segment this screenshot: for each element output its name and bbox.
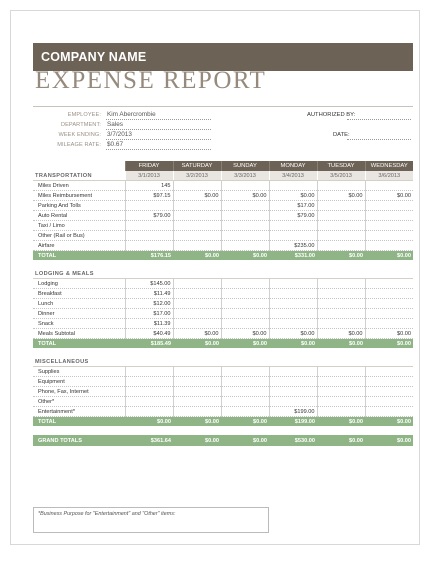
grand-total-cell: $0.00 — [173, 435, 221, 446]
expense-report-page — [10, 10, 420, 545]
total-cell: $0.00 — [173, 251, 221, 261]
expense-cell[interactable]: $235.00 — [269, 241, 317, 251]
expense-cell[interactable] — [365, 319, 413, 329]
expense-cell[interactable] — [317, 299, 365, 309]
date-cell — [269, 269, 317, 279]
expense-cell[interactable] — [365, 299, 413, 309]
expense-cell[interactable] — [365, 407, 413, 417]
expense-cell[interactable] — [221, 299, 269, 309]
row-label: Equipment — [33, 377, 125, 387]
table-row — [33, 407, 413, 417]
expense-cell[interactable] — [269, 231, 317, 241]
date-cell — [221, 357, 269, 367]
mileage-rate-label: MILEAGE RATE: — [57, 142, 101, 148]
expense-cell[interactable] — [173, 387, 221, 397]
department-label: DEPARTMENT: — [60, 122, 101, 128]
day-header-saturday: SATURDAY — [173, 161, 221, 171]
expense-cell[interactable] — [221, 387, 269, 397]
table-row — [33, 319, 413, 329]
expense-cell[interactable] — [317, 387, 365, 397]
expense-cell[interactable] — [269, 289, 317, 299]
expense-cell[interactable]: $40.49 — [125, 329, 173, 339]
date-cell: 3/3/2013 — [221, 171, 269, 181]
week-ending-value[interactable]: 3/7/2013 — [107, 131, 132, 138]
table-row — [33, 377, 413, 387]
transportation-total-row — [33, 251, 413, 261]
row-label: Auto Rental — [33, 211, 125, 221]
table-row — [33, 201, 413, 211]
expense-cell[interactable]: $79.00 — [125, 211, 173, 221]
section-spacer — [33, 260, 413, 269]
row-label: Other* — [33, 397, 125, 407]
expense-cell[interactable] — [173, 397, 221, 407]
row-label: Parking And Tolls — [33, 201, 125, 211]
expense-cell[interactable] — [221, 201, 269, 211]
total-cell: $0.00 — [173, 339, 221, 349]
authorized-by-line[interactable] — [347, 119, 411, 120]
day-header-row — [33, 161, 413, 171]
department-value[interactable]: Sales — [107, 121, 123, 128]
total-cell: $331.00 — [269, 251, 317, 261]
department-line — [106, 129, 211, 130]
total-cell: $0.00 — [365, 339, 413, 349]
spacer-cell — [33, 348, 413, 357]
header-blank — [33, 161, 125, 171]
expense-cell[interactable] — [173, 289, 221, 299]
expense-cell[interactable] — [125, 221, 173, 231]
transportation-title: TRANSPORTATION — [33, 171, 125, 181]
expense-cell[interactable] — [173, 211, 221, 221]
expense-cell[interactable]: $0.00 — [317, 329, 365, 339]
date-cell: 3/1/2013 — [125, 171, 173, 181]
expense-cell[interactable] — [317, 211, 365, 221]
total-cell: $185.49 — [125, 339, 173, 349]
grand-totals-row — [33, 435, 413, 446]
expense-cell[interactable] — [125, 387, 173, 397]
expense-cell[interactable] — [125, 377, 173, 387]
total-cell: $0.00 — [317, 339, 365, 349]
expense-cell[interactable] — [269, 181, 317, 191]
expense-cell[interactable] — [317, 231, 365, 241]
expense-cell[interactable]: $17.00 — [125, 309, 173, 319]
employee-value[interactable]: Kim Abercrombie — [107, 111, 156, 118]
expense-cell[interactable] — [317, 289, 365, 299]
date-cell — [173, 357, 221, 367]
date-cell: 3/4/2013 — [269, 171, 317, 181]
day-header-monday: MONDAY — [269, 161, 317, 171]
grand-totals-label: GRAND TOTALS — [33, 435, 125, 446]
expense-cell[interactable] — [365, 289, 413, 299]
expense-cell[interactable] — [317, 221, 365, 231]
expense-cell[interactable]: $0.00 — [173, 191, 221, 201]
expense-cell[interactable] — [269, 319, 317, 329]
expense-cell[interactable]: 145 — [125, 181, 173, 191]
spacer-cell — [33, 426, 413, 435]
expense-cell[interactable] — [365, 231, 413, 241]
grand-total-cell: $530.00 — [269, 435, 317, 446]
date-cell — [173, 269, 221, 279]
lodging-meals-title: LODGING & MEALS — [33, 269, 125, 279]
total-cell: $0.00 — [317, 417, 365, 427]
expense-cell[interactable] — [221, 279, 269, 289]
table-row — [33, 221, 413, 231]
table-row — [33, 211, 413, 221]
expense-cell[interactable] — [365, 309, 413, 319]
expense-cell[interactable] — [221, 367, 269, 377]
table-row — [33, 279, 413, 289]
expense-cell[interactable]: $0.00 — [269, 329, 317, 339]
authorized-by-label: AUTHORIZED BY: — [307, 112, 356, 118]
expense-cell[interactable] — [269, 221, 317, 231]
miscellaneous-title-row — [33, 357, 413, 367]
expense-cell[interactable] — [317, 241, 365, 251]
expense-cell[interactable]: $97.15 — [125, 191, 173, 201]
week-ending-line — [106, 139, 211, 140]
expense-table — [33, 161, 413, 446]
expense-cell[interactable] — [221, 231, 269, 241]
table-row — [33, 231, 413, 241]
total-cell: $176.15 — [125, 251, 173, 261]
expense-cell[interactable] — [173, 221, 221, 231]
expense-cell[interactable] — [221, 289, 269, 299]
expense-cell[interactable] — [173, 181, 221, 191]
row-label: Meals Subtotal — [33, 329, 125, 339]
row-label: Miles Driven — [33, 181, 125, 191]
lodging-meals-total-row — [33, 339, 413, 349]
date-cell — [125, 357, 173, 367]
mileage-rate-line — [106, 149, 211, 150]
expense-cell[interactable] — [317, 181, 365, 191]
day-header-tuesday: TUESDAY — [317, 161, 365, 171]
grand-total-cell: $0.00 — [365, 435, 413, 446]
expense-cell[interactable] — [173, 377, 221, 387]
row-label: Miles Reimbursement — [33, 191, 125, 201]
expense-cell[interactable] — [173, 201, 221, 211]
total-cell: $0.00 — [317, 251, 365, 261]
expense-cell[interactable] — [125, 397, 173, 407]
expense-cell[interactable] — [125, 231, 173, 241]
lodging-meals-title-row — [33, 269, 413, 279]
table-row — [33, 191, 413, 201]
table-row — [33, 329, 413, 339]
expense-cell[interactable] — [317, 201, 365, 211]
total-cell: $199.00 — [269, 417, 317, 427]
expense-cell[interactable]: $12.00 — [125, 299, 173, 309]
expense-cell[interactable] — [269, 387, 317, 397]
business-purpose-notes[interactable] — [33, 507, 269, 533]
expense-cell[interactable]: $0.00 — [173, 329, 221, 339]
table-row — [33, 241, 413, 251]
expense-cell[interactable]: $17.00 — [269, 201, 317, 211]
expense-cell[interactable] — [173, 319, 221, 329]
expense-cell[interactable] — [221, 309, 269, 319]
expense-cell[interactable]: $0.00 — [365, 191, 413, 201]
expense-cell[interactable]: $0.00 — [269, 191, 317, 201]
date-line[interactable] — [347, 139, 411, 140]
expense-cell[interactable]: $79.00 — [269, 211, 317, 221]
total-cell: $0.00 — [221, 417, 269, 427]
week-ending-label: WEEK ENDING: — [58, 132, 101, 138]
date-label: DATE: — [333, 132, 350, 138]
day-header-friday: FRIDAY — [125, 161, 173, 171]
date-cell — [125, 269, 173, 279]
expense-cell[interactable] — [269, 309, 317, 319]
expense-cell[interactable] — [365, 211, 413, 221]
expense-cell[interactable] — [173, 279, 221, 289]
expense-cell[interactable] — [125, 407, 173, 417]
table-row — [33, 181, 413, 191]
expense-cell[interactable] — [221, 221, 269, 231]
total-cell: $0.00 — [173, 417, 221, 427]
expense-cell[interactable] — [317, 309, 365, 319]
row-label: Snack — [33, 319, 125, 329]
grand-total-cell: $361.64 — [125, 435, 173, 446]
expense-cell[interactable] — [317, 319, 365, 329]
row-label: Airfare — [33, 241, 125, 251]
expense-cell[interactable] — [365, 201, 413, 211]
section-spacer — [33, 348, 413, 357]
expense-cell[interactable]: $0.00 — [221, 191, 269, 201]
expense-cell[interactable] — [365, 367, 413, 377]
day-header-wednesday: WEDNESDAY — [365, 161, 413, 171]
notes-label: *Business Purpose for "Entertainment" and "Other" items: — [38, 511, 176, 517]
transportation-title-row — [33, 171, 413, 181]
date-cell: 3/2/2013 — [173, 171, 221, 181]
company-name[interactable]: COMPANY NAME — [41, 50, 147, 64]
row-label: Supplies — [33, 367, 125, 377]
expense-cell[interactable]: $0.00 — [221, 329, 269, 339]
expense-cell[interactable]: $11.49 — [125, 289, 173, 299]
expense-cell[interactable] — [221, 407, 269, 417]
employee-label: EMPLOYEE: — [67, 112, 101, 118]
expense-cell[interactable]: $11.39 — [125, 319, 173, 329]
title-divider — [33, 106, 413, 107]
grand-total-cell: $0.00 — [221, 435, 269, 446]
row-label: Lodging — [33, 279, 125, 289]
expense-cell[interactable] — [269, 397, 317, 407]
expense-cell[interactable]: $0.00 — [365, 329, 413, 339]
miscellaneous-total-row — [33, 417, 413, 427]
expense-cell[interactable] — [125, 367, 173, 377]
expense-cell[interactable] — [269, 299, 317, 309]
date-cell — [269, 357, 317, 367]
expense-cell[interactable] — [173, 299, 221, 309]
expense-cell[interactable] — [365, 387, 413, 397]
date-cell: 3/6/2013 — [365, 171, 413, 181]
total-cell: $0.00 — [269, 339, 317, 349]
date-cell: 3/5/2013 — [317, 171, 365, 181]
total-cell: $0.00 — [365, 251, 413, 261]
table-row — [33, 289, 413, 299]
report-title[interactable]: EXPENSE REPORT — [35, 67, 267, 94]
row-label: Dinner — [33, 309, 125, 319]
total-cell: $0.00 — [221, 251, 269, 261]
grand-total-cell: $0.00 — [317, 435, 365, 446]
section-spacer — [33, 426, 413, 435]
expense-cell[interactable] — [269, 377, 317, 387]
total-cell: $0.00 — [365, 417, 413, 427]
total-label: TOTAL — [33, 339, 125, 349]
mileage-rate-value[interactable]: $0.67 — [107, 141, 123, 148]
expense-cell[interactable] — [221, 211, 269, 221]
expense-cell[interactable] — [365, 221, 413, 231]
expense-cell[interactable] — [269, 279, 317, 289]
date-cell — [221, 269, 269, 279]
expense-cell[interactable] — [317, 367, 365, 377]
expense-cell[interactable] — [173, 309, 221, 319]
expense-cell[interactable] — [125, 201, 173, 211]
row-label: Other (Rail or Bus) — [33, 231, 125, 241]
expense-cell[interactable] — [317, 397, 365, 407]
expense-cell[interactable] — [173, 241, 221, 251]
total-label: TOTAL — [33, 251, 125, 261]
table-row — [33, 299, 413, 309]
table-row — [33, 309, 413, 319]
row-label: Lunch — [33, 299, 125, 309]
expense-cell[interactable]: $199.00 — [269, 407, 317, 417]
expense-cell[interactable]: $145.00 — [125, 279, 173, 289]
expense-cell[interactable] — [173, 231, 221, 241]
expense-cell[interactable] — [221, 377, 269, 387]
expense-cell[interactable] — [269, 367, 317, 377]
total-label: TOTAL — [33, 417, 125, 427]
table-row — [33, 397, 413, 407]
date-cell — [365, 269, 413, 279]
spacer-cell — [33, 260, 413, 269]
date-cell — [317, 357, 365, 367]
expense-cell[interactable]: $0.00 — [317, 191, 365, 201]
expense-cell[interactable] — [221, 241, 269, 251]
total-cell: $0.00 — [125, 417, 173, 427]
date-cell — [365, 357, 413, 367]
expense-cell[interactable] — [221, 319, 269, 329]
expense-cell[interactable] — [365, 279, 413, 289]
expense-cell[interactable] — [221, 181, 269, 191]
expense-cell[interactable] — [221, 397, 269, 407]
table-row — [33, 387, 413, 397]
row-label: Phone, Fax, Internet — [33, 387, 125, 397]
expense-cell[interactable] — [317, 377, 365, 387]
expense-cell[interactable] — [317, 407, 365, 417]
total-cell: $0.00 — [221, 339, 269, 349]
row-label: Breakfast — [33, 289, 125, 299]
row-label: Taxi / Limo — [33, 221, 125, 231]
expense-cell[interactable] — [365, 377, 413, 387]
expense-cell[interactable] — [173, 407, 221, 417]
table-row — [33, 367, 413, 377]
miscellaneous-title: MISCELLANEOUS — [33, 357, 125, 367]
expense-cell[interactable] — [317, 279, 365, 289]
expense-cell[interactable] — [365, 397, 413, 407]
day-header-sunday: SUNDAY — [221, 161, 269, 171]
expense-cell[interactable] — [365, 241, 413, 251]
expense-cell[interactable] — [125, 241, 173, 251]
expense-cell[interactable] — [173, 367, 221, 377]
row-label: Entertainment* — [33, 407, 125, 417]
date-cell — [317, 269, 365, 279]
expense-cell[interactable] — [365, 181, 413, 191]
employee-line — [106, 119, 211, 120]
